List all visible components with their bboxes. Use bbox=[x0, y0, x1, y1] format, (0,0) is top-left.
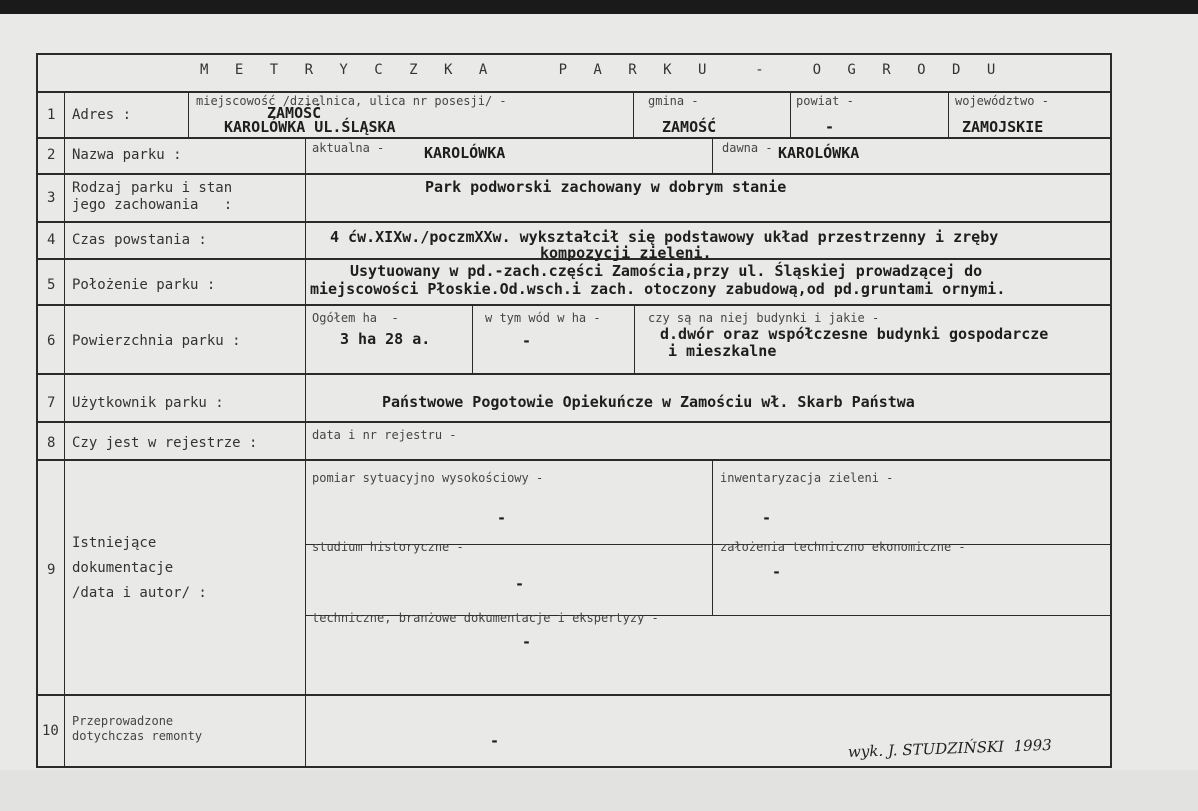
docs-label-line1: Istniejące bbox=[72, 535, 157, 551]
r1-divider bbox=[633, 91, 634, 138]
survey-value: - bbox=[497, 509, 507, 527]
author-signature: wyk. J. STUDZIŃSKI 1993 bbox=[847, 735, 1053, 761]
row-divider bbox=[36, 221, 1112, 223]
former-name-hint: dawna - bbox=[722, 141, 773, 155]
registry-label: Czy jest w rejestrze : bbox=[72, 435, 258, 451]
table-border-right bbox=[1110, 53, 1112, 768]
registry-hint: data i nr rejestru - bbox=[312, 428, 457, 442]
park-type-label-line1: Rodzaj parku i stan bbox=[72, 180, 233, 196]
paper-bottom-edge bbox=[0, 770, 1198, 811]
row-number-3: 3 bbox=[47, 190, 56, 206]
row-number-10: 10 bbox=[42, 723, 59, 739]
area-total-value: 3 ha 28 a. bbox=[340, 330, 431, 348]
creation-time-value-line2: kompozycji zieleni. bbox=[540, 244, 712, 262]
technical-hint: założenia techniczno ekonomiczne - bbox=[720, 540, 966, 554]
park-type-value: Park podworski zachowany w dobrym stanie bbox=[425, 178, 787, 196]
r6-divider bbox=[634, 304, 635, 374]
r2-divider bbox=[712, 137, 713, 174]
creation-time-value-line1: 4 ćw.XIXw./poczmXXw. wykształcił się podstawowy układ przestrzenny i zręby bbox=[330, 228, 999, 246]
row-number-2: 2 bbox=[47, 147, 56, 163]
row-divider bbox=[36, 173, 1112, 175]
history-value: - bbox=[515, 575, 525, 593]
former-name-value: KAROLÓWKA bbox=[778, 144, 860, 162]
voivodeship-value: ZAMOJSKIE bbox=[962, 118, 1044, 136]
creation-time-label: Czas powstania : bbox=[72, 232, 207, 248]
repairs-value: - bbox=[490, 732, 500, 750]
table-border-bottom bbox=[36, 766, 1112, 768]
row-number-9: 9 bbox=[47, 562, 56, 578]
row-number-5: 5 bbox=[47, 277, 56, 293]
row-divider bbox=[36, 91, 1112, 93]
user-label: Użytkownik parku : bbox=[72, 395, 224, 411]
docs-label-line2: dokumentacje bbox=[72, 560, 174, 576]
powiat-value: - bbox=[825, 118, 835, 136]
gmina-value: ZAMOŚĆ bbox=[662, 118, 717, 136]
history-hint: studium historyczne - bbox=[312, 540, 464, 554]
r1-divider bbox=[948, 91, 949, 138]
buildings-hint: czy są na niej budynki i jakie - bbox=[648, 311, 880, 325]
location-value-line2: miejscowości Płoskie.Od.wsch.i zach. otoczony zabudową,od pd.gruntami ornymi. bbox=[310, 280, 1006, 298]
location-value-line1: Usytuowany w pd.-zach.części Zamościa,przy ul. Śląskiej prowadzącej do bbox=[350, 262, 983, 280]
row-divider bbox=[36, 421, 1112, 423]
row-number-4: 4 bbox=[47, 232, 56, 248]
row-number-1: 1 bbox=[47, 107, 56, 123]
voivodeship-hint: województwo - bbox=[955, 94, 1049, 108]
r9-divider bbox=[712, 459, 713, 616]
r1-divider bbox=[790, 91, 791, 138]
location-label: Położenie parku : bbox=[72, 277, 216, 293]
area-label: Powierzchnia parku : bbox=[72, 333, 241, 349]
inventory-hint: inwentaryzacja zieleni - bbox=[720, 471, 894, 485]
address-hint: miejscowość /dzielnica, ulica nr posesji/ - bbox=[196, 94, 507, 108]
address-value: KAROLÓWKA UL.ŚLĄSKA bbox=[224, 118, 396, 136]
survey-hint: pomiar sytuacyjno wysokościowy - bbox=[312, 471, 544, 485]
table-border-top bbox=[36, 53, 1112, 55]
row-divider bbox=[36, 694, 1112, 696]
address-label: Adres : bbox=[72, 107, 132, 123]
buildings-value-line2: i mieszkalne bbox=[668, 342, 777, 360]
label-column-divider bbox=[305, 137, 306, 768]
gmina-hint: gmina - bbox=[648, 94, 699, 108]
r6-divider bbox=[472, 304, 473, 374]
technical-value: - bbox=[772, 563, 782, 581]
park-type-label-line2: jego zachowania : bbox=[72, 197, 233, 213]
repairs-label-line1: Przeprowadzone bbox=[72, 714, 174, 728]
repairs-label-line2: dotychczas remonty bbox=[72, 729, 203, 743]
row-number-8: 8 bbox=[47, 435, 56, 451]
address-city: ZAMOŚĆ bbox=[267, 104, 322, 122]
current-name-hint: aktualna - bbox=[312, 141, 385, 155]
inventory-value: - bbox=[762, 509, 772, 527]
r1-divider bbox=[188, 91, 189, 138]
water-area-value: - bbox=[522, 332, 532, 350]
area-total-hint: Ogółem ha - bbox=[312, 311, 399, 325]
paper-sheet bbox=[0, 14, 1198, 811]
expert-docs-hint: techniczne, branżowe dokumentacje i ekspertyzy - bbox=[312, 611, 659, 625]
form-title: M E T R Y C Z K A P A R K U - O G R O D U bbox=[200, 62, 1000, 78]
park-name-label: Nazwa parku : bbox=[72, 147, 182, 163]
current-name-value: KAROLÓWKA bbox=[424, 144, 506, 162]
row-number-6: 6 bbox=[47, 333, 56, 349]
row-divider bbox=[36, 373, 1112, 375]
row-divider bbox=[36, 137, 1112, 139]
row-number-7: 7 bbox=[47, 395, 56, 411]
expert-docs-value: - bbox=[522, 633, 532, 651]
number-column-divider bbox=[64, 91, 65, 768]
user-value: Państwowe Pogotowie Opiekuńcze w Zamościu wł. Skarb Państwa bbox=[382, 393, 915, 411]
buildings-value-line1: d.dwór oraz współczesne budynki gospodarcze bbox=[660, 325, 1049, 343]
water-area-hint: w tym wód w ha - bbox=[485, 311, 601, 325]
docs-label-line3: /data i autor/ : bbox=[72, 585, 207, 601]
table-border-left bbox=[36, 53, 38, 768]
powiat-hint: powiat - bbox=[796, 94, 854, 108]
row-divider bbox=[36, 304, 1112, 306]
row-divider bbox=[36, 459, 1112, 461]
